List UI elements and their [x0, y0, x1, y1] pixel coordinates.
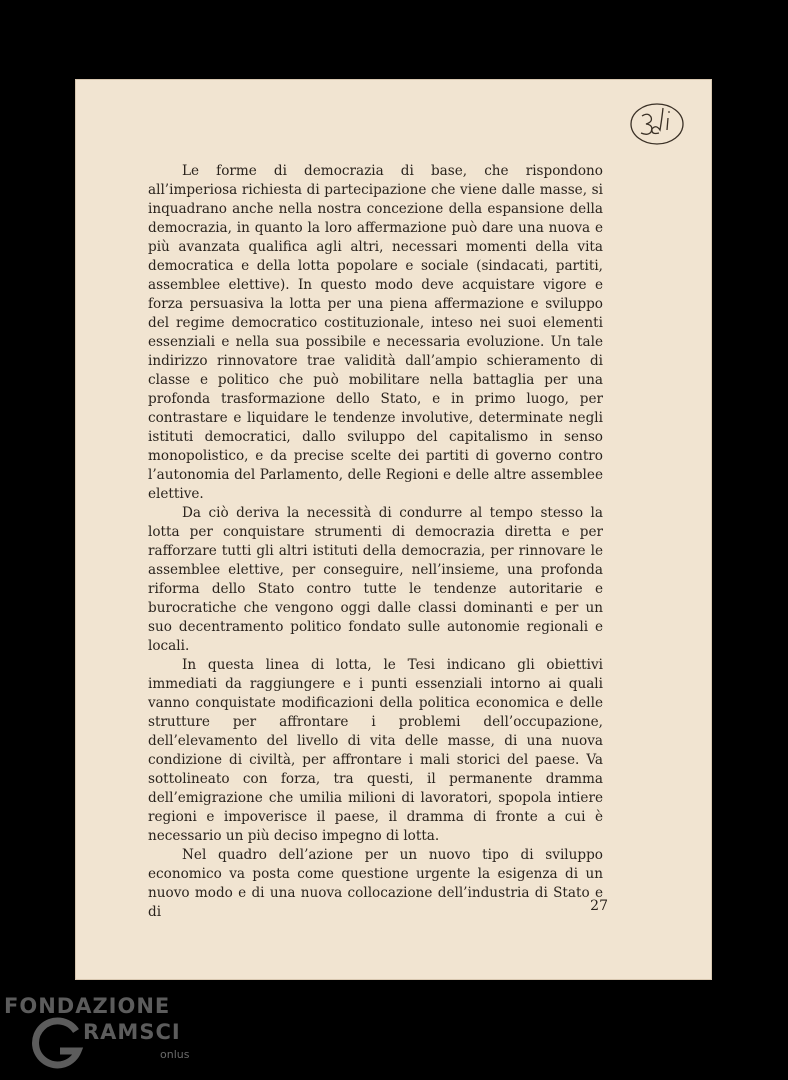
logo-line-fondazione: FONDAZIONE	[4, 994, 171, 1018]
logo-line-ramsci: RAMSCI	[83, 1020, 181, 1044]
fondazione-gramsci-logo	[0, 990, 200, 1080]
paragraph-1: Le forme di democrazia di base, che rispondono all’imperiosa richiesta di partecipazione che viene dalle masse, si inquadrano anche nella nostra concezione della espansione della democrazia, in quanto la loro affermazione può dare una nuova e più avanzata qualifica agli altri, necessari momenti della vita democratica e della lotta popolare e sociale (sindacati, partiti, assemblee elettive). In questo modo deve acquistare vigore e forza persuasiva la lotta per una piena affermazione e sviluppo del regime democratico costituzionale, inteso nei suoi elementi essenziali e nella sua possibile e necessaria evoluzione. Un tale indirizzo rinnovatore trae validità dall’ampio schieramento di classe e politico che può mobilitare nella battaglia per una profonda trasformazione dello Stato, e in primo luogo, per contrastare e liquidare le tendenze involutive, determinate negli istituti democratici, dallo sviluppo del capitalismo in senso monopolistico, e da precise scelte dei partiti di governo contro l’autonomia del Parlamento, delle Regioni e delle altre assemblee elettive.	[148, 163, 603, 502]
paragraph-3: In questa linea di lotta, le Tesi indicano gli obiettivi immediati da raggiungere e i punti essenziali intorno ai quali vanno conquistate modificazioni della politica economica e delle strutture per affrontare i problemi dell’occupazione, dell’elevamento del livello di vita delle masse, di una nuova condizione di civiltà, per affrontare i mali storici del paese. Va sottolineato con forza, tra questi, il permanente dramma dell’emigrazione che umilia milioni di lavoratori, spopola intiere regioni e impoverisce il paese, il dramma di fronte a cui è necessario un più deciso impegno di lotta.	[148, 657, 603, 844]
scanned-page	[75, 79, 712, 980]
logo-tagline: onlus	[160, 1048, 190, 1061]
paragraph-4: Nel quadro dell’azione per un nuovo tipo di sviluppo economico va posta come questione urgente la esigenza di un nuovo modo e di una nuova collocazione dell’industria di Stato e di	[148, 847, 603, 920]
logo-g-emblem	[30, 1017, 84, 1071]
handwritten-annotation	[628, 100, 686, 148]
handwritten-annotation-mark	[628, 100, 686, 148]
logo-g-icon	[30, 1017, 84, 1071]
body-text	[148, 162, 603, 922]
page-number: 27	[590, 898, 608, 914]
paragraph-2: Da ciò deriva la necessità di condurre al tempo stesso la lotta per conquistare strumenti di democrazia diretta e per rafforzare tutti gli altri istituti della democrazia, per rinnovare le assemblee elettive, per conseguire, nell’insieme, una profonda riforma dello Stato contro tutte le tendenze autoritarie e burocratiche che vengono oggi dalle classi dominanti e per un suo decentramento politico fondato sulle autonomie regionali e locali.	[148, 505, 603, 654]
